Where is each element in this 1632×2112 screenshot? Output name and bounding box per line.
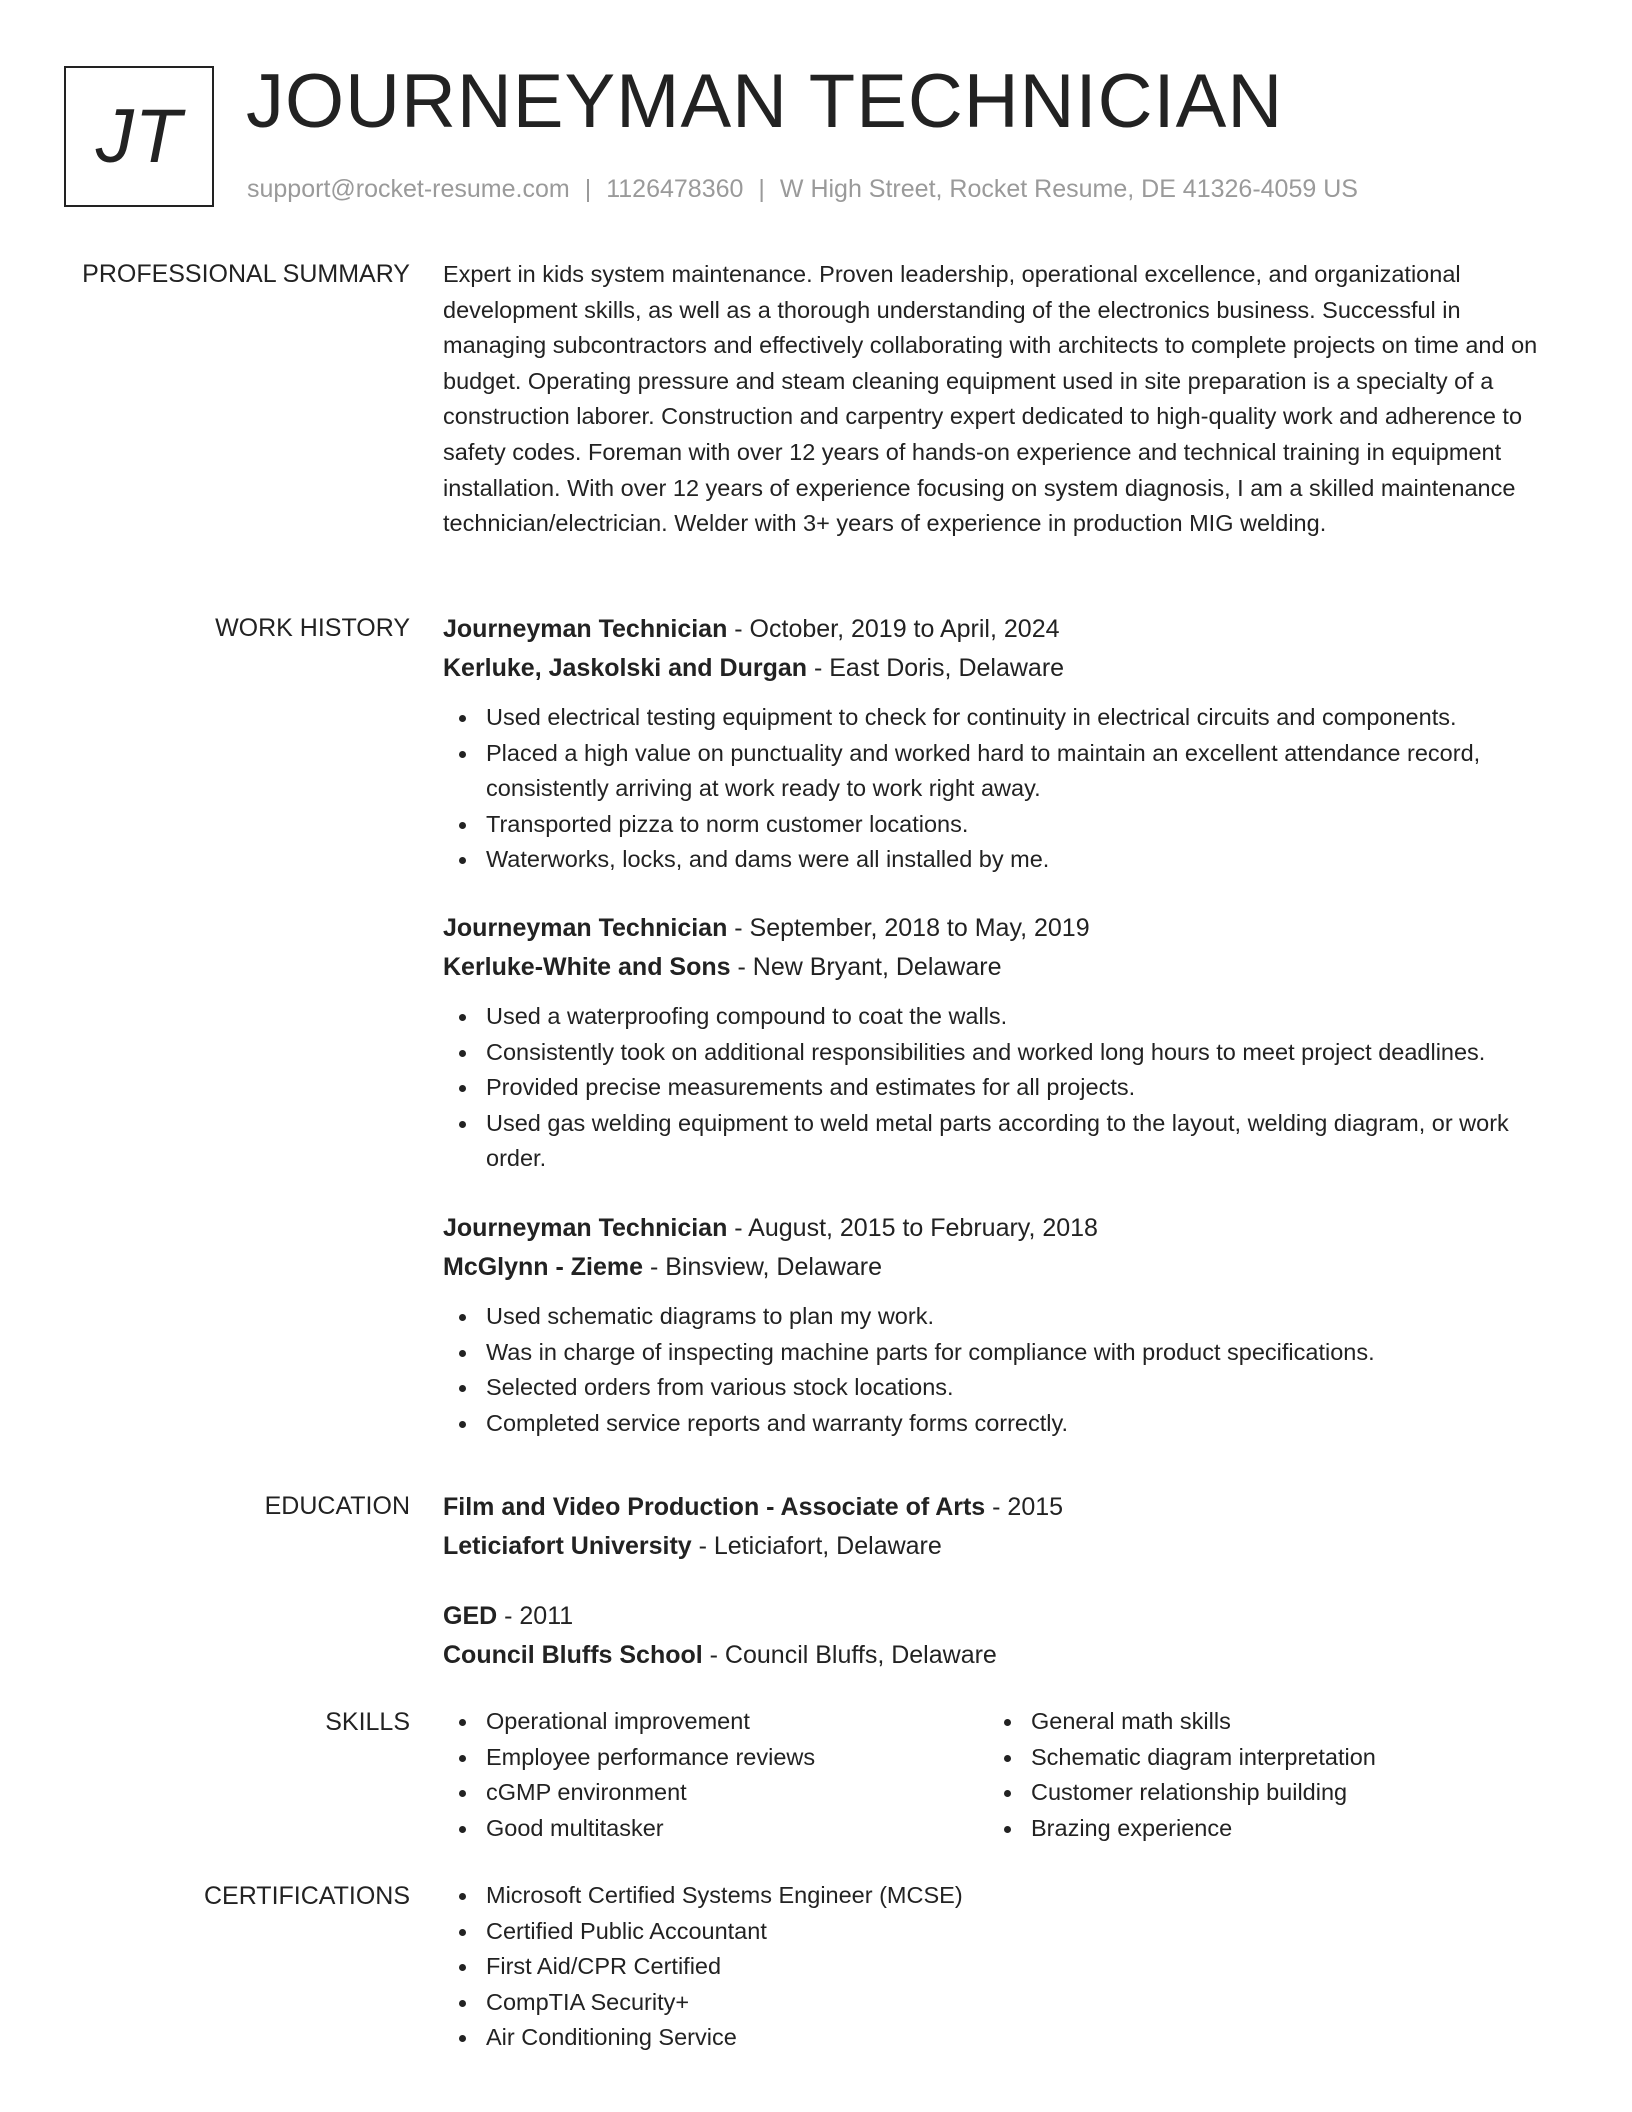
- list-item: Used a waterproofing compound to coat the walls.: [486, 999, 1543, 1035]
- school-location: - Leticiafort, Delaware: [691, 1532, 942, 1560]
- certifications-list: [443, 1878, 1543, 2056]
- job-entry: [443, 1209, 1543, 1441]
- job-title-line: [443, 610, 1543, 649]
- job-bullets: [443, 1299, 1543, 1441]
- list-item: Customer relationship building: [1031, 1775, 1533, 1811]
- skills-list-right: [988, 1704, 1533, 1846]
- company-name: Kerluke-White and Sons: [443, 952, 731, 981]
- job-dates: - September, 2018 to May, 2019: [727, 913, 1090, 942]
- section-label-work-history: WORK HISTORY: [215, 614, 410, 642]
- job-company-line: [443, 1248, 1543, 1287]
- email: support@rocket-resume.com: [247, 175, 570, 203]
- school-name: Leticiafort University: [443, 1532, 692, 1560]
- job-entry: [443, 909, 1543, 1177]
- list-item: Was in charge of inspecting machine parts for compliance with product specifications.: [486, 1335, 1543, 1371]
- job-title-line: [443, 909, 1543, 948]
- list-item: cGMP environment: [486, 1775, 988, 1811]
- degree-year: - 2011: [497, 1602, 574, 1630]
- company-location: - East Doris, Delaware: [807, 654, 1065, 682]
- address: W High Street, Rocket Resume, DE 41326-4059 US: [779, 175, 1358, 203]
- job-bullets: [443, 999, 1543, 1177]
- list-item: Selected orders from various stock locations.: [486, 1370, 1543, 1406]
- list-item: Waterworks, locks, and dams were all installed by me.: [486, 842, 1543, 878]
- skills-list-left: [443, 1704, 988, 1846]
- company-name: Kerluke, Jaskolski and Durgan: [443, 654, 808, 682]
- section-label-summary: PROFESSIONAL SUMMARY: [82, 260, 410, 288]
- phone: 1126478360: [606, 175, 744, 203]
- section-label-skills: SKILLS: [325, 1708, 410, 1736]
- company-location: - Binsview, Delaware: [643, 1252, 883, 1281]
- separator: |: [584, 175, 592, 203]
- degree: Film and Video Production - Associate of Arts: [443, 1493, 986, 1521]
- degree-line: [443, 1488, 1543, 1527]
- list-item: CompTIA Security+: [486, 1985, 1543, 2021]
- company-location: - New Bryant, Delaware: [730, 952, 1002, 981]
- list-item: Air Conditioning Service: [486, 2020, 1543, 2056]
- school-line: [443, 1527, 1543, 1566]
- list-item: General math skills: [1031, 1704, 1533, 1740]
- job-dates: - October, 2019 to April, 2024: [727, 615, 1060, 643]
- list-item: Certified Public Accountant: [486, 1914, 1543, 1950]
- list-item: Placed a high value on punctuality and worked hard to maintain an excellent attendance record, consistently arriving at work ready to work right away.: [486, 736, 1543, 807]
- section-label-education: EDUCATION: [264, 1492, 410, 1520]
- list-item: Provided precise measurements and estimates for all projects.: [486, 1070, 1543, 1106]
- company-name: McGlynn - Zieme: [443, 1252, 644, 1281]
- candidate-name: JOURNEYMAN TECHNICIAN: [246, 59, 1284, 144]
- job-company-line: [443, 948, 1543, 987]
- list-item: First Aid/CPR Certified: [486, 1949, 1543, 1985]
- job-bullets: [443, 700, 1543, 878]
- education-entry: [443, 1597, 1543, 1675]
- list-item: Operational improvement: [486, 1704, 988, 1740]
- summary-text: Expert in kids system maintenance. Proven leadership, operational excellence, and organizational development skills, as well as a thorough understanding of the electronics business. Successful in managing subcontractors and effectively collaborating with architects to complete projects on time and on budget. Operating pressure and steam cleaning equipment used in site preparation is a specialty of a construction laborer. Construction and carpentry expert dedicated to high-quality work and adherence to safety codes. Foreman with over 12 years of hands-on experience and technical training in equipment installation. With over 12 years of experience focusing on system diagnosis, I am a skilled maintenance technician/electrician. Welder with 3+ years of experience in production MIG welding.: [443, 261, 1538, 537]
- school-line: [443, 1636, 1543, 1675]
- school-name: Council Bluffs School: [443, 1641, 703, 1669]
- list-item: Schematic diagram interpretation: [1031, 1740, 1533, 1776]
- job-title: Journeyman Technician: [443, 913, 728, 942]
- education-entry: [443, 1488, 1543, 1566]
- school-location: - Council Bluffs, Delaware: [702, 1641, 997, 1669]
- list-item: Used gas welding equipment to weld metal parts according to the layout, welding diagram, or work order.: [486, 1106, 1543, 1177]
- job-title: Journeyman Technician: [443, 1213, 728, 1242]
- list-item: Completed service reports and warranty forms correctly.: [486, 1406, 1543, 1442]
- job-company-line: [443, 649, 1543, 688]
- job-entry: [443, 610, 1543, 878]
- list-item: Brazing experience: [1031, 1811, 1533, 1847]
- list-item: Employee performance reviews: [486, 1740, 988, 1776]
- list-item: Used schematic diagrams to plan my work.: [486, 1299, 1543, 1335]
- monogram: JT: [64, 66, 214, 207]
- list-item: Consistently took on additional responsibilities and worked long hours to meet project deadlines.: [486, 1035, 1543, 1071]
- degree-year: - 2015: [985, 1493, 1064, 1521]
- list-item: Transported pizza to norm customer locations.: [486, 807, 1543, 843]
- job-title: Journeyman Technician: [443, 615, 728, 643]
- job-title-line: [443, 1209, 1543, 1248]
- separator: |: [758, 175, 765, 203]
- job-dates: - August, 2015 to February, 2018: [727, 1213, 1098, 1242]
- degree: GED: [443, 1602, 498, 1630]
- section-label-certifications: CERTIFICATIONS: [203, 1882, 410, 1910]
- list-item: Good multitasker: [486, 1811, 988, 1847]
- degree-line: [443, 1597, 1543, 1636]
- list-item: Used electrical testing equipment to check for continuity in electrical circuits and components.: [486, 700, 1543, 736]
- contact-line: [247, 173, 1358, 205]
- list-item: Microsoft Certified Systems Engineer (MCSE): [486, 1878, 1543, 1914]
